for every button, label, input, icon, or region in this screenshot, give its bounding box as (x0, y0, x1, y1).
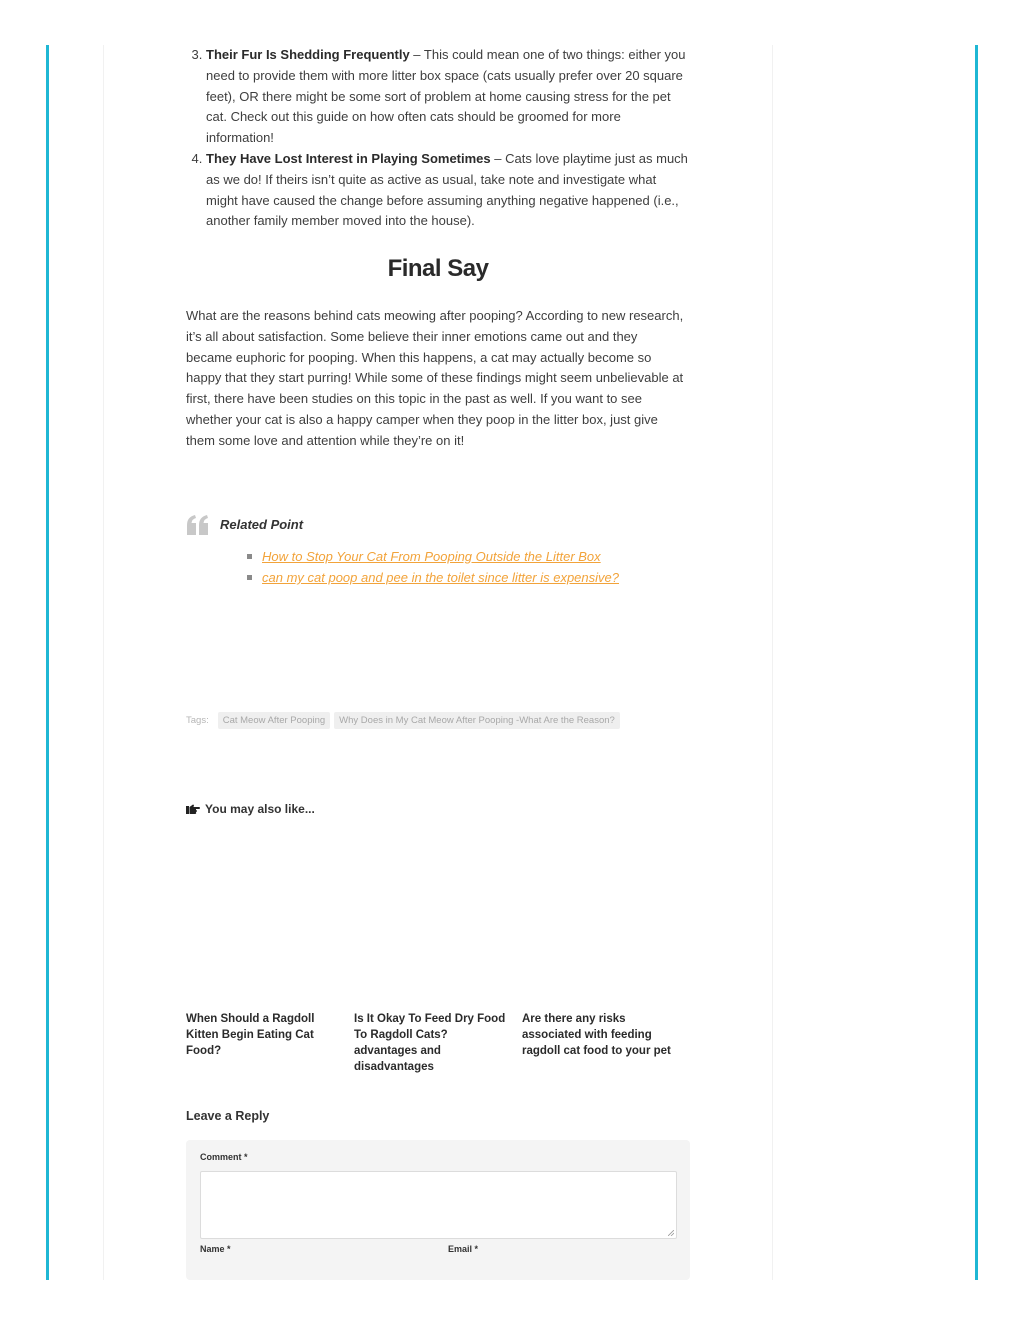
list-item-text: – Cats love playtime just as much as we do! If theirs isn’t quite as active as usual, take note and investigate what might have caused the change before assuming anything negative happened (i.e., another family member moved into the house). (206, 150, 688, 229)
tags-row (186, 712, 620, 729)
list-item-title: They Have Lost Interest in Playing Sometimes (206, 150, 491, 166)
suggested-posts (186, 1011, 690, 1075)
you-may-also-like-title: You may also like... (205, 802, 315, 816)
comment-label: Comment * (200, 1152, 248, 1162)
list-item-title: Their Fur Is Shedding Frequently (206, 47, 410, 62)
suggested-post-link[interactable]: When Should a Ragdoll Kitten Begin Eating Cat Food? (186, 1013, 315, 1057)
final-say-heading: Final Say (387, 255, 489, 282)
list-item (206, 149, 690, 232)
related-link-litter-box[interactable]: How to Stop Your Cat From Pooping Outside the Litter Box (262, 549, 601, 564)
comment-form (186, 1140, 690, 1280)
tags-label: Tags: (186, 715, 209, 726)
list-item (246, 567, 619, 588)
list-item (206, 45, 690, 149)
related-links-list (246, 546, 619, 588)
tag-why-does-cat-meow[interactable]: Why Does in My Cat Meow After Pooping -What Are the Reason? (334, 712, 620, 729)
quote-icon (186, 514, 210, 536)
left-accent-border (46, 45, 49, 1280)
tag-cat-meow-after-pooping[interactable]: Cat Meow After Pooping (218, 712, 330, 729)
suggested-post-link[interactable]: Is It Okay To Feed Dry Food To Ragdoll Cats? advantages and disadvantages (354, 1013, 506, 1073)
comment-textarea[interactable] (200, 1171, 677, 1239)
reasons-list (186, 45, 690, 232)
leave-reply-heading: Leave a Reply (186, 1109, 270, 1123)
resize-grip-icon[interactable] (668, 1230, 674, 1236)
final-say-paragraph: What are the reasons behind cats meowing after pooping? According to new research, it’s all about satisfaction. Some believe their inner emotions came out and they became euphoric for pooping. When this happens, a cat may actually become so happy that they start purring! While some of these findings might seem unbelievable at first, there have been studies on this topic in the past as well. If you want to see whether your cat is also a happy camper when they poop in the litter box, just give them some love and attention while they’re on it! (186, 308, 684, 448)
related-point-title: Related Point (220, 517, 304, 532)
email-label: Email * (448, 1244, 479, 1254)
list-item (246, 546, 619, 567)
hand-pointing-icon (186, 803, 200, 815)
you-may-also-like-heading (186, 802, 315, 816)
name-label: Name * (200, 1244, 231, 1254)
related-link-toilet[interactable]: can my cat poop and pee in the toilet since litter is expensive? (262, 570, 619, 585)
suggested-post-link[interactable]: Are there any risks associated with feeding ragdoll cat food to your pet (522, 1013, 671, 1057)
list-item-text: – This could mean one of two things: either you need to provide them with more litter box space (cats usually prefer over 20 square feet), OR there might be some sort of problem at home causing stress for the pet cat. Check out this guide on how often cats should be groomed for more information! (206, 47, 686, 146)
right-accent-border (975, 45, 978, 1280)
